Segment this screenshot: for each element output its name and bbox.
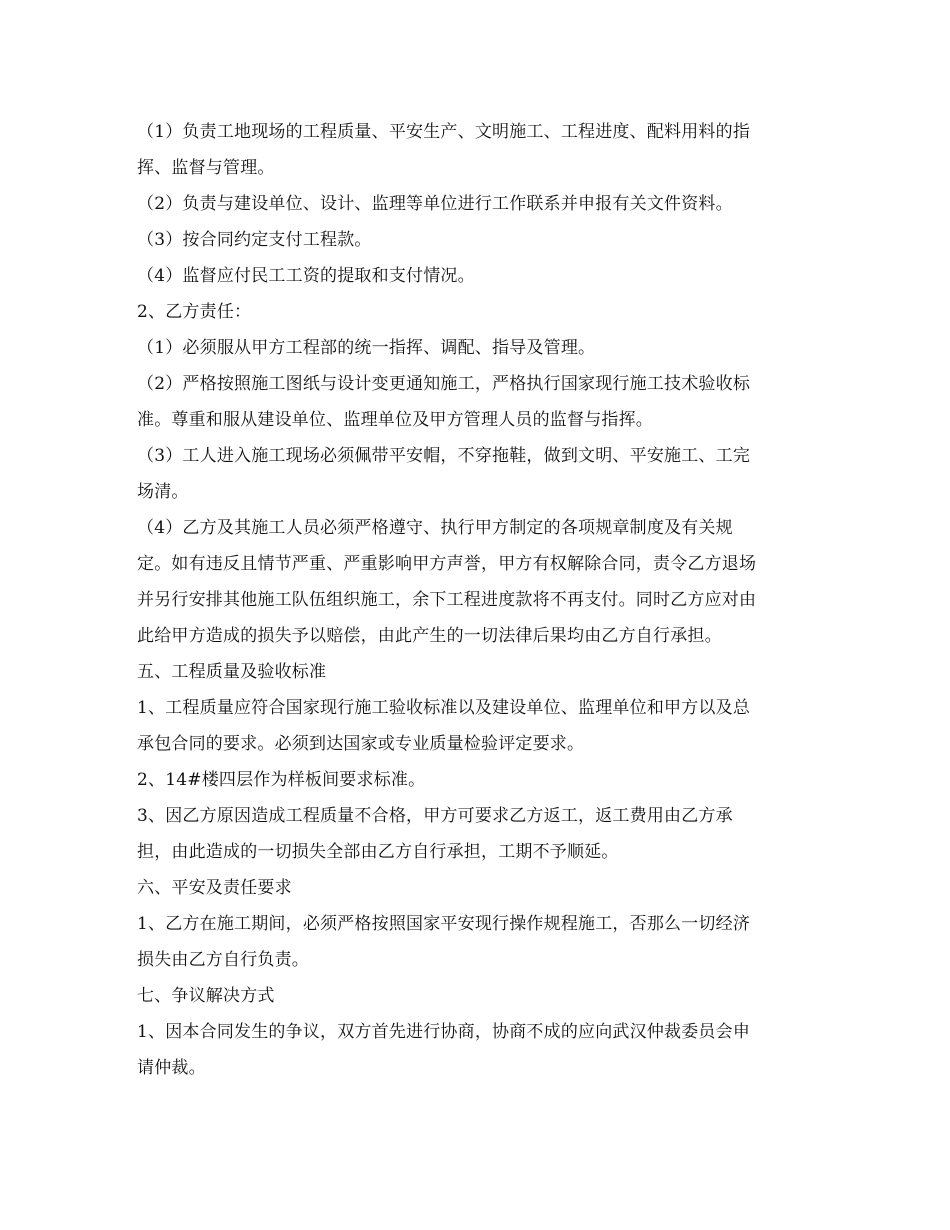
- text-line: 六、平安及责任要求: [137, 878, 292, 898]
- paragraph-b-duty-4: [137, 510, 827, 654]
- text-line: 挥、监督与管理。: [137, 158, 275, 178]
- text-line: 2、14#楼四层作为样板间要求标准。: [137, 770, 426, 790]
- text-line: 场清。: [137, 482, 189, 502]
- heading-party-b-duties: [137, 294, 827, 330]
- paragraph-quality-3: [137, 798, 827, 870]
- text-line: 五、工程质量及验收标准: [137, 662, 327, 682]
- text-line: 1、工程质量应符合国家现行施工验收标准以及建设单位、监理单位和甲方以及总: [137, 698, 751, 718]
- text-line: 1、乙方在施工期间，必须严格按照国家平安现行操作规程施工，否那么一切经济: [137, 914, 751, 934]
- text-line: 承包合同的要求。必须到达国家或专业质量检验评定要求。: [137, 734, 585, 754]
- paragraph-safety-1: [137, 906, 827, 978]
- text-line: （4）乙方及其施工人员必须严格遵守、执行甲方制定的各项规章制度及有关规: [137, 518, 733, 538]
- text-line: 3、因乙方原因造成工程质量不合格，甲方可要求乙方返工，返工费用由乙方承: [137, 806, 733, 826]
- heading-quality-standards: [137, 654, 827, 690]
- paragraph-duty-2: [137, 186, 827, 222]
- text-line: 准。尊重和服从建设单位、监理单位及甲方管理人员的监督与指挥。: [137, 410, 653, 430]
- text-line: 此给甲方造成的损失予以赔偿，由此产生的一切法律后果均由乙方自行承担。: [137, 626, 722, 646]
- paragraph-duty-3: [137, 222, 827, 258]
- paragraph-dispute-1: [137, 1014, 827, 1086]
- document-body: [137, 114, 827, 1086]
- text-line: 担，由此造成的一切损失全部由乙方自行承担，工期不予顺延。: [137, 842, 619, 862]
- heading-dispute-resolution: [137, 978, 827, 1014]
- text-line: （4）监督应付民工工资的提取和支付情况。: [137, 266, 475, 286]
- paragraph-b-duty-2: [137, 366, 827, 438]
- text-line: （3）工人进入施工现场必须佩带平安帽，不穿拖鞋，做到文明、平安施工、工完: [137, 446, 751, 466]
- paragraph-quality-1: [137, 690, 827, 762]
- paragraph-b-duty-1: [137, 330, 827, 366]
- text-line: （1）负责工地现场的工程质量、平安生产、文明施工、工程进度、配料用料的指: [137, 122, 751, 142]
- paragraph-duty-1: [137, 114, 827, 186]
- paragraph-quality-2: [137, 762, 827, 798]
- paragraph-b-duty-3: [137, 438, 827, 510]
- text-line: 损失由乙方自行负责。: [137, 950, 309, 970]
- text-line: （2）负责与建设单位、设计、监理等单位进行工作联系并申报有关文件资料。: [137, 194, 733, 214]
- text-line: 定。如有违反且情节严重、严重影响甲方声誉，甲方有权解除合同，责令乙方退场: [137, 554, 757, 574]
- text-line: 七、争议解决方式: [137, 986, 275, 1006]
- text-line: 1、因本合同发生的争议，双方首先进行协商，协商不成的应向武汉仲裁委员会申: [137, 1022, 751, 1042]
- text-line: （1）必须服从甲方工程部的统一指挥、调配、指导及管理。: [137, 338, 596, 358]
- text-line: （3）按合同约定支付工程款。: [137, 230, 372, 250]
- text-line: 2、乙方责任：: [137, 302, 252, 322]
- text-line: 请仲裁。: [137, 1058, 206, 1078]
- heading-safety-requirements: [137, 870, 827, 906]
- text-line: （2）严格按照施工图纸与设计变更通知施工，严格执行国家现行施工技术验收标: [137, 374, 751, 394]
- text-line: 并另行安排其他施工队伍组织施工，余下工程进度款将不再支付。同时乙方应对由: [137, 590, 757, 610]
- paragraph-duty-4: [137, 258, 827, 294]
